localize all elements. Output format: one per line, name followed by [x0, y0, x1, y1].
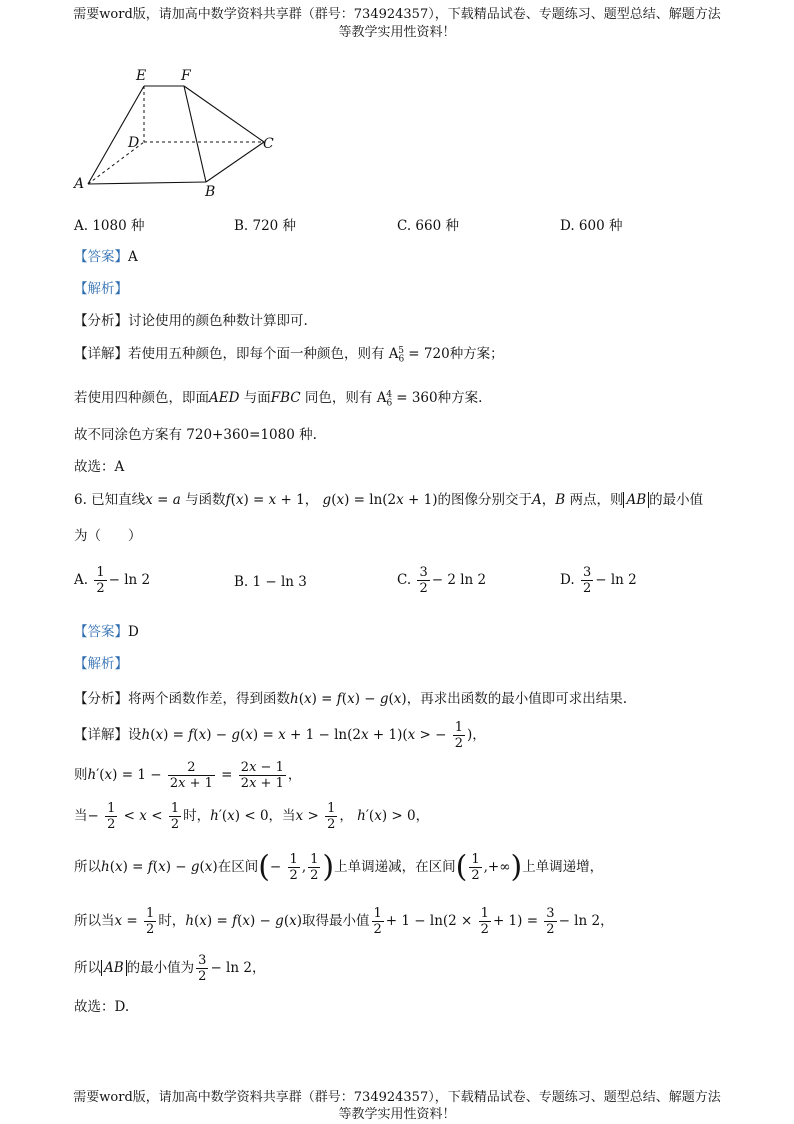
q6-option-d: D. $\frac{3}{2}$ − ln 2	[560, 565, 637, 596]
text: ，再求出函数的最小值即可求出结果.	[406, 691, 627, 707]
q5-answer: A	[128, 249, 138, 265]
xiangjie-tag: 【详解】	[74, 727, 128, 743]
text: 则	[74, 767, 88, 783]
page-footer-line1: 需要word版，请加高中数学资料共享群（群号：734924357），下载精品试卷、专题练习、题型总结、解题方法	[73, 1090, 721, 1105]
page-header-line1: 需要word版，请加高中数学资料共享群（群号：734924357），下载精品试卷、专题练习、题型总结、解题方法	[73, 7, 721, 22]
q6-analysis-tag: 【解析】	[74, 656, 128, 672]
q5-total-line: 故不同涂色方案有 720+360=1080 种.	[74, 427, 317, 443]
text: 所以	[74, 859, 101, 875]
q5-choose: 故选：A	[74, 459, 125, 475]
q6-stem-line1: 6. 已知直线x = a 与函数f(x) = x + 1， g(x) = ln(2x + 1)的图像分别交于A，B 两点，则 AB 的最小值	[74, 492, 704, 508]
edge-FC	[184, 86, 264, 142]
label-F: F	[181, 68, 191, 84]
q6-option-c: C. $\frac{3}{2}$ − 2 ln 2	[397, 565, 487, 596]
text: 的最小值为	[126, 960, 195, 976]
q6-option-b: B. 1 − ln 3	[234, 574, 307, 590]
text: 所以当	[74, 913, 115, 929]
answer-tag: 【答案】	[74, 624, 128, 640]
q6-answer-line	[74, 620, 139, 640]
q6-answer: D	[128, 624, 139, 640]
option-label: C.	[397, 572, 412, 588]
text: 设	[128, 727, 142, 743]
q5-xiangjie-line2: 若使用四种颜色，即面AED 与面FBC 同色，则有 $A_6^4 = 360$种方案.	[74, 389, 483, 409]
q6-ab-min-line: 所以 AB 的最小值为 $\frac{3}{2}$ − ln 2，	[74, 953, 266, 984]
q5-answer-line	[74, 245, 138, 265]
text: 上单调递增，	[522, 859, 604, 875]
text: 两点，则	[569, 492, 624, 508]
q6-xiangjie-line1: 【详解】设h(x) = f(x) − g(x) = x + 1 − ln(2x + 1)(x > − $\frac{1}{2}$ )，	[74, 720, 486, 751]
text: ，当	[268, 808, 296, 824]
page-header-line2: 等教学实用性资料！	[338, 25, 456, 40]
q5-option-a: A. 1080 种	[74, 218, 145, 234]
option-label: D.	[560, 572, 575, 588]
text: 若使用五种颜色，即每个面一种颜色，则有	[128, 346, 385, 362]
fenxi-text: 讨论使用的颜色种数计算即可.	[128, 313, 308, 329]
q6-when-line: 当− $\frac{1}{2}$ < x < $\frac{1}{2}$ 时，h′(x) < 0，当x > $\frac{1}{2}$ ， h′(x) > 0，	[74, 801, 430, 832]
q6-choose: 故选：D.	[74, 999, 130, 1015]
text: 所以	[74, 960, 101, 976]
q5-option-c: C. 660 种	[397, 218, 459, 234]
q5-option-d: D. 600 种	[560, 218, 623, 234]
text: 当	[74, 808, 88, 824]
text: 种方案；	[449, 346, 504, 362]
label-A: A	[74, 176, 85, 192]
text: 的最小值	[649, 492, 704, 508]
text: 上单调递减，在区间	[334, 859, 456, 875]
q5-option-b: B. 720 种	[234, 218, 297, 234]
text: 种方案.	[437, 390, 483, 406]
label-D: D	[128, 135, 140, 151]
text: 的图像分别交于	[437, 492, 533, 508]
option-label: B.	[234, 574, 249, 590]
q6-derivative-line: 则h′(x) = 1 − $\frac{2}{2x + 1}$ = $\frac{2x - 1}{2x + 1}$ ，	[74, 760, 302, 791]
xiangjie-tag: 【详解】	[74, 346, 128, 362]
q5-fenxi	[74, 309, 308, 329]
label-E: E	[136, 68, 147, 84]
q6-minimum-line: 所以当x = $\frac{1}{2}$ 时，h(x) = f(x) − g(x)取得最小值 $\frac{1}{2}$ + 1 − ln(2 × $\frac{1}{2}$ + 1) = $\frac{3}{2}$ − ln 2，	[74, 906, 614, 937]
fenxi-tag: 【分析】	[74, 313, 128, 329]
text: 与面	[243, 390, 271, 406]
text: 在区间	[217, 859, 259, 875]
text: 与函数	[185, 492, 226, 508]
text: 若使用四种颜色，即面	[74, 390, 209, 406]
text: 时，	[158, 913, 186, 929]
q6-fenxi: 【分析】将两个函数作差，得到函数h(x) = f(x) − g(x)，再求出函数的最小值即可求出结果.	[74, 691, 627, 707]
text: 时，	[183, 808, 211, 824]
fenxi-tag: 【分析】	[74, 691, 128, 707]
label-C: C	[263, 136, 274, 152]
page-footer-line2: 等教学实用性资料！	[338, 1107, 456, 1122]
q5-analysis-tag: 【解析】	[74, 281, 128, 297]
q6-option-a: A. $\frac{1}{2}$ − ln 2	[74, 565, 151, 596]
q6-monotonic-line: 所以h(x) = f(x) − g(x)在区间(− $\frac{1}{2}$ , $\frac{1}{2}$ )上单调递减，在区间( $\frac{1}{2}$ ,+∞)上单调递增，	[74, 849, 604, 885]
edge-AB	[88, 182, 206, 184]
text: 同色，则有	[304, 390, 373, 406]
option-label: A.	[74, 572, 89, 588]
edge-FB	[184, 86, 206, 182]
q5-xiangjie-line1: 【详解】若使用五种颜色，即每个面一种颜色，则有 $A_6^5 = 720$种方案；	[74, 345, 504, 365]
polyhedron-figure	[60, 64, 290, 200]
q6-stem-line2: 为（ ）	[74, 528, 142, 544]
edge-BC	[206, 142, 264, 182]
text: 取得最小值	[302, 913, 370, 929]
label-B: B	[205, 184, 216, 200]
text: 将两个函数作差，得到函数	[128, 691, 290, 707]
answer-tag: 【答案】	[74, 249, 128, 265]
text: 6. 已知直线	[74, 492, 146, 508]
